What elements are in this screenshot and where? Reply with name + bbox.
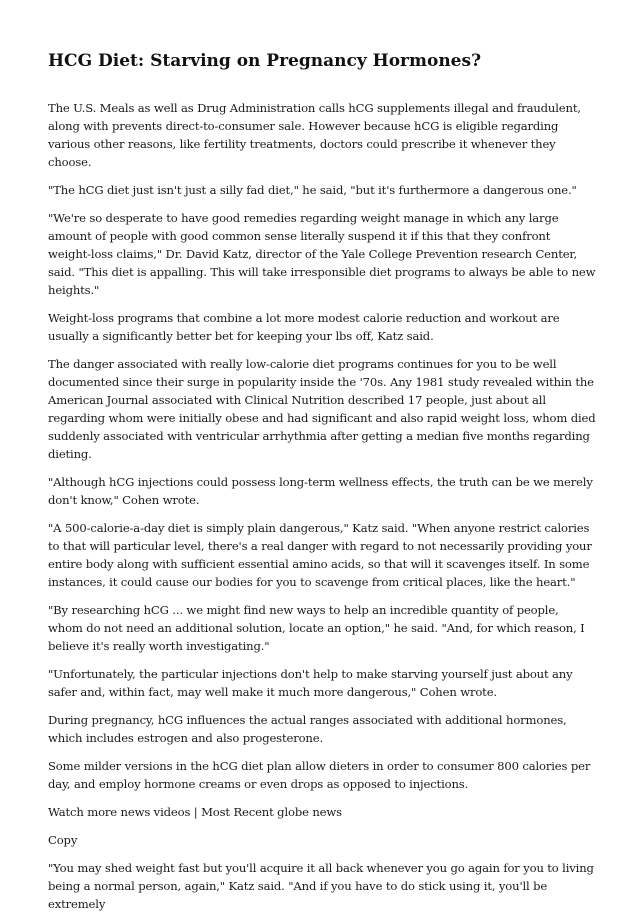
paragraph: Watch more news videos | Most Recent globe news — [48, 805, 342, 819]
paragraph: The danger associated with really low-calorie diet programs continues for you to be well documented since their surge in popularity inside the '70s. Any 1981 study revealed within the American Journal associated with Clinical Nutrition described 17 people, just about all regarding whom were initially obese and had significant and also rapid weight loss, whom died suddenly associated with ventricular arrhythmia after getting a median five months regarding dieting. — [48, 357, 596, 461]
paragraph: "You may shed weight fast but you'll acquire it all back whenever you go again for you to living being a normal person, again," Katz said. "And if you have to do stick using it, you'll be extremely — [48, 861, 594, 911]
paragraph: During pregnancy, hCG influences the actual ranges associated with additional hormones, which includes estrogen and also progesterone. — [48, 713, 567, 745]
paragraph: Weight-loss programs that combine a lot more modest calorie reduction and workout are usually a significantly better bet for keeping your lbs off, Katz said. — [48, 311, 560, 343]
paragraph: "By researching hCG ... we might find new ways to help an incredible quantity of people, whom do not need an additional solution, locate an option," he said. "And, for which reason, I believe it's really worth investigating." — [48, 603, 585, 653]
paragraph: "The hCG diet just isn't just a silly fad diet," he said, "but it's furthermore a dangerous one." — [48, 183, 577, 197]
page-title: HCG Diet: Starving on Pregnancy Hormones? — [48, 51, 482, 71]
document-page — [48, 50, 596, 923]
paragraph: "Unfortunately, the particular injections don't help to make starving yourself just about any safer and, within fact, may well make it much more dangerous," Cohen wrote. — [48, 667, 573, 699]
paragraph: "We're so desperate to have good remedies regarding weight manage in which any large amount of people with good common sense literally suspend it if this that they confront weight-loss claims," Dr. David Katz, director of the Yale College Prevention research Center, said. "This diet is appalling. This will take irresponsible diet programs to always be able to new heights." — [48, 211, 596, 297]
paragraph: The U.S. Meals as well as Drug Administration calls hCG supplements illegal and fraudulent, along with prevents direct-to-consumer sale. However because hCG is eligible regarding various other reasons, like fertility treatments, doctors could prescribe it whenever they choose. — [48, 101, 581, 169]
paragraph: "A 500-calorie-a-day diet is simply plain dangerous," Katz said. "When anyone restrict calories to that will particular level, there's a real danger with regard to not necessarily providing your entire body along with sufficient essential amino acids, so that will it scavenges itself. In some instances, it could cause our bodies for you to scavenge from critical places, like the heart." — [48, 521, 592, 589]
paragraph: Some milder versions in the hCG diet plan allow dieters in order to consumer 800 calories per day, and employ hormone creams or even drops as opposed to injections. — [48, 759, 591, 791]
paragraph: "Although hCG injections could possess long-term wellness effects, the truth can be we merely don't know," Cohen wrote. — [48, 475, 593, 507]
paragraph: Copy — [48, 833, 78, 847]
